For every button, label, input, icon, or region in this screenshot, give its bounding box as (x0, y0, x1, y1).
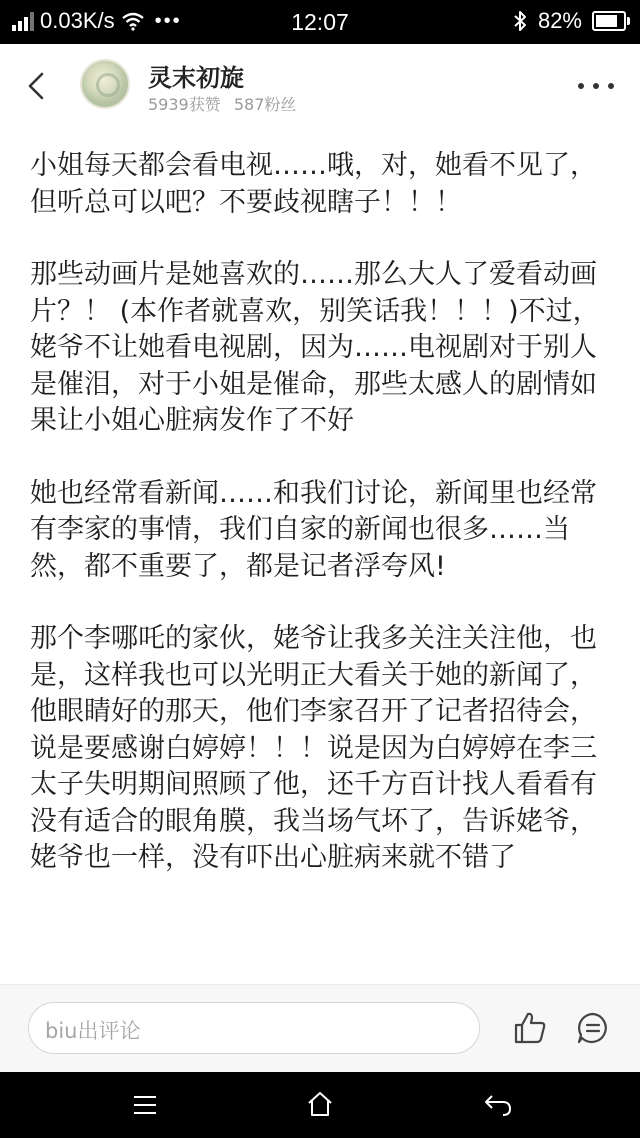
comment-icon[interactable] (576, 1011, 610, 1045)
more-options-icon[interactable] (578, 80, 614, 92)
article-body (30, 148, 610, 984)
back-arrow-icon[interactable] (22, 68, 52, 104)
article-paragraph: 小姐每天都会看电视……哦，对，她看不见了，但听总可以吧？不要歧视瞎子！！！ (30, 150, 597, 218)
author-name[interactable]: 灵末初旋 (148, 64, 244, 92)
comment-input[interactable]: biu出评论 (28, 1002, 480, 1054)
battery-fill (596, 15, 617, 27)
back-icon[interactable] (483, 1092, 513, 1118)
network-speed: 0.03K/s (40, 8, 115, 33)
menu-icon[interactable] (132, 1094, 158, 1116)
thumbs-up-icon[interactable] (512, 1010, 548, 1046)
home-icon[interactable] (306, 1090, 334, 1118)
bluetooth-icon (512, 10, 528, 32)
avatar[interactable] (80, 59, 130, 109)
clock: 12:07 (291, 9, 349, 35)
article-paragraph: 那些动画片是她喜欢的……那么大人了爱看动画片？！ (本作者就喜欢，别笑话我！！！)不过，姥爷不让她看电视剧，因为……电视剧对于别人是催泪，对于小姐是催命，那些太感人的剧情如果让小姐心脏病发作了不好 (30, 259, 600, 436)
system-nav-bar (0, 1072, 640, 1138)
fans-count: 587粉丝 (233, 95, 297, 114)
article-header (0, 44, 640, 128)
comment-bar (0, 984, 640, 1073)
battery-icon (592, 11, 626, 31)
battery-percent: 82% (537, 8, 582, 33)
author-stats (148, 92, 296, 115)
article-paragraph: 那个李哪吒的家伙，姥爷让我多关注关注他，也是，这样我也可以光明正大看关于她的新闻了，他眼睛好的那天，他们李家召开了记者招待会，说是要感谢白婷婷！！！说是因为白婷婷在李三太子失明期间照顾了他，还千方百计找人看看有没有适合的眼角膜，我当场气坏了，告诉姥爷，姥爷也一样，没有吓出心脏病来就不错了 (30, 623, 597, 873)
status-bar (0, 0, 640, 44)
more-indicator: ••• (154, 9, 182, 32)
likes-count: 5939获赞 (148, 95, 221, 114)
article-paragraph: 她也经常看新闻……和我们讨论，新闻里也经常有李家的事情，我们自家的新闻也很多……当然，都不重要了，都是记者浮夸风! (30, 477, 597, 582)
